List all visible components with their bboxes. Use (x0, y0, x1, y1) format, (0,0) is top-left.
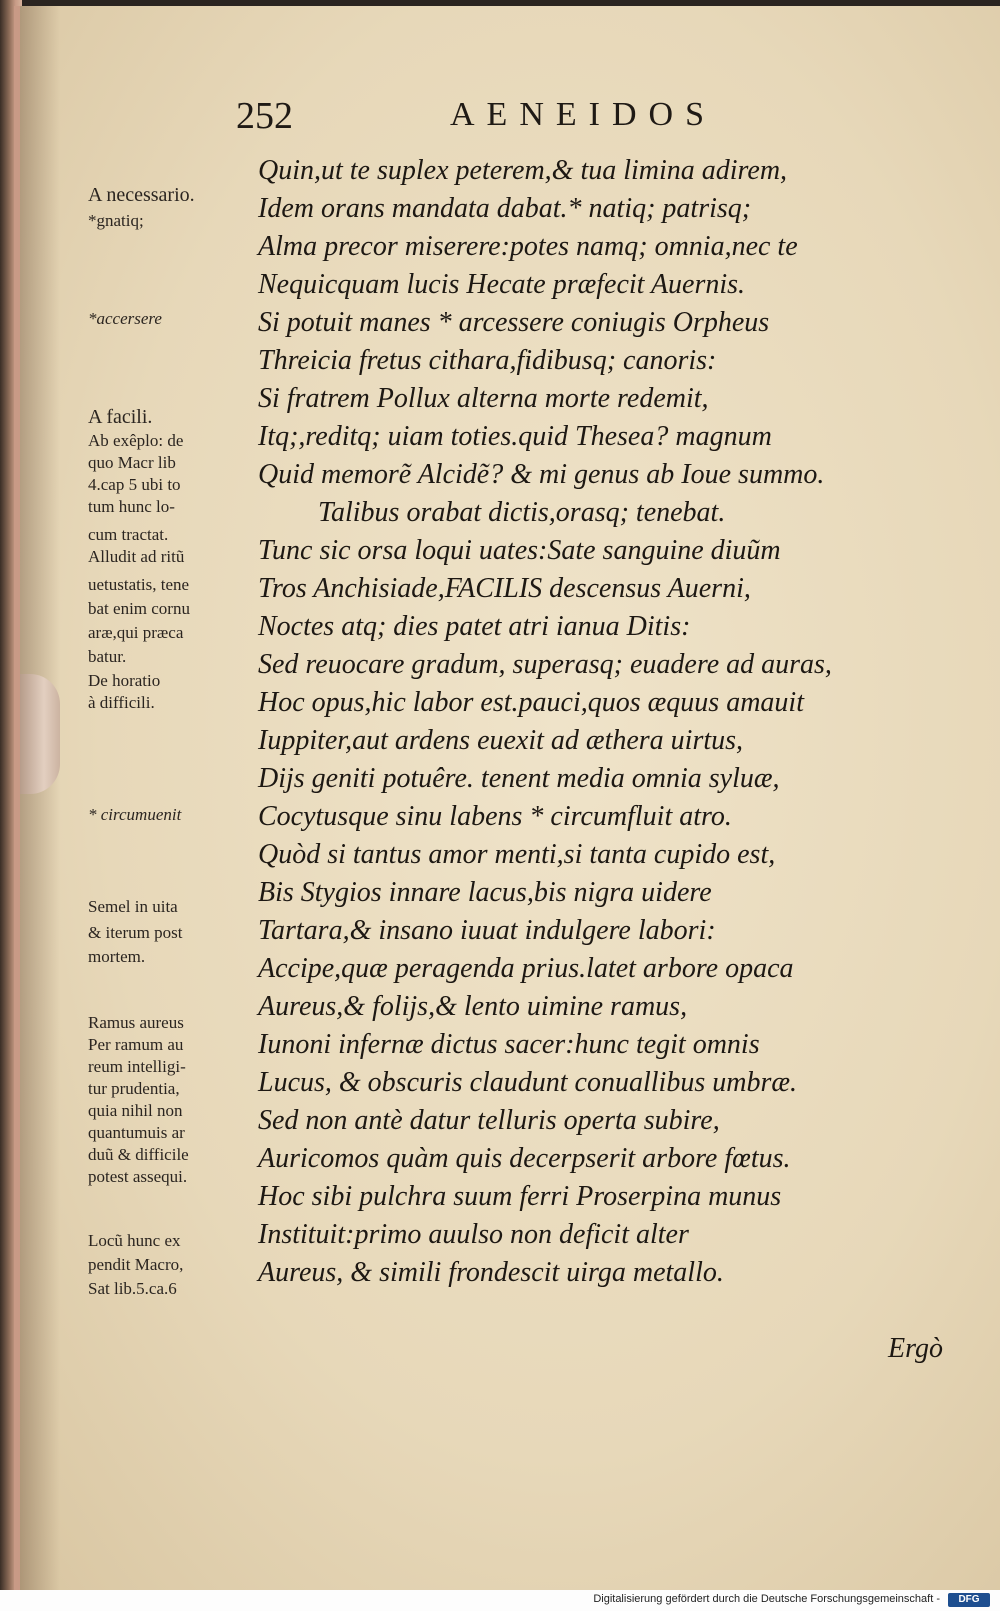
verse-line: Lucus, & obscuris claudunt conuallibus umbræ. (258, 1067, 798, 1098)
verse-line: Cocytusque sinu labens * circumfluit atro. (258, 801, 732, 832)
verse-line: Si fratrem Pollux alterna morte redemit, (258, 383, 709, 414)
verse-line: Instituit:primo auulso non deficit alter (258, 1219, 689, 1250)
verse-line: Bis Stygios innare lacus,bis nigra uidere (258, 877, 712, 908)
verse-line: Accipe,quæ peragenda prius.latet arbore opaca (258, 953, 794, 984)
margin-note: Per ramum au (88, 1035, 184, 1054)
margin-note: aræ,qui præca (88, 623, 184, 642)
margin-note: uetustatis, tene (88, 575, 190, 594)
margin-note: mortem. (88, 947, 146, 966)
margin-note: reum intelligi- (88, 1057, 186, 1076)
page-clip (20, 674, 60, 794)
margin-note: 4.cap 5 ubi to (88, 475, 181, 494)
verse-line: Quid memorẽ Alcidẽ? & mi genus ab Ioue summo. (258, 459, 825, 490)
verse-line: Alma precor miserere:potes namq; omnia,nec te (258, 231, 798, 262)
margin-note: cum tractat. (88, 525, 169, 544)
page-header (0, 94, 1000, 144)
margin-note: Ab exêplo: de (88, 431, 184, 450)
running-head: AENEIDOS (450, 96, 716, 133)
verse-line: Tros Anchisiade,FACILIS descensus Auerni, (258, 573, 751, 604)
margin-note: A necessario. (88, 184, 195, 206)
verse-line: Talibus orabat dictis,orasq; tenebat. (318, 497, 726, 528)
verse-line: Hoc sibi pulchra suum ferri Proserpina munus (258, 1181, 782, 1212)
verse-line: Nequicquam lucis Hecate præfecit Auernis. (258, 269, 746, 300)
margin-note: *accersere (88, 309, 162, 328)
verse-line: Aureus, & simili frondescit uirga metallo. (258, 1257, 724, 1288)
verse-line: Tunc sic orsa loqui uates:Sate sanguine diuũm (258, 535, 781, 566)
verse-line: Si potuit manes * arcessere coniugis Orpheus (258, 307, 770, 338)
verse-line: Iuppiter,aut ardens euexit ad æthera uirtus, (258, 725, 744, 756)
verse-line: Hoc opus,hic labor est.pauci,quos æquus amauit (258, 687, 804, 718)
page-number: 252 (236, 95, 293, 137)
margin-note: * circumuenit (88, 805, 182, 824)
verse-line: Quòd si tantus amor menti,si tanta cupido est, (258, 839, 776, 870)
margin-note: quia nihil non (88, 1101, 183, 1120)
verse-line: Idem orans mandata dabat.* natiq; patrisq; (258, 193, 752, 224)
verse-line: Iunoni infernæ dictus sacer:hunc tegit omnis (258, 1029, 760, 1060)
verse-line: Dijs geniti potuêre. tenent media omnia syluæ, (258, 763, 780, 794)
margin-note: à difficili. (88, 693, 155, 712)
margin-note: Locũ hunc ex (88, 1231, 181, 1250)
verse-line: Aureus,& folijs,& lento uimine ramus, (258, 991, 688, 1022)
margin-note: batur. (88, 647, 127, 666)
margin-note: Ramus aureus (88, 1013, 184, 1032)
margin-note: quo Macr lib (88, 453, 176, 472)
margin-note: duũ & difficile (88, 1145, 189, 1164)
margin-note: quantumuis ar (88, 1123, 185, 1142)
verse-line: Tartara,& insano iuuat indulgere labori: (258, 915, 716, 946)
margin-note: potest assequi. (88, 1167, 188, 1186)
gutter-shadow (20, 6, 60, 1590)
margin-note: pendit Macro, (88, 1255, 184, 1274)
margin-note: De horatio (88, 671, 161, 690)
footer-bar (0, 1590, 1000, 1611)
verse-line: Threicia fretus cithara,fidibusq; canoris: (258, 345, 717, 376)
verse-line: Auricomos quàm quis decerpserit arbore fœtus. (258, 1143, 791, 1174)
margin-note: Semel in uita (88, 897, 178, 916)
funding-credit: Digitalisierung gefördert durch die Deutsche Forschungsgemeinschaft - (593, 1593, 940, 1605)
verse-line: Quin,ut te suplex peterem,& tua limina adirem, (258, 155, 788, 186)
margin-note: tur prudentia, (88, 1079, 180, 1098)
verse-line: Sed reuocare gradum, superasq; euadere ad auras, (258, 649, 832, 680)
margin-note: Alludit ad ritũ (88, 547, 185, 566)
margin-note: Sat lib.5.ca.6 (88, 1279, 177, 1298)
margin-note: tum hunc lo- (88, 497, 175, 516)
verse-line: Itq;,reditq; uiam toties.quid Thesea? magnum (258, 421, 772, 452)
verse-line: Noctes atq; dies patet atri ianua Ditis: (258, 611, 691, 642)
catchword: Ergò (888, 1333, 943, 1364)
margin-note: A facili. (88, 406, 153, 428)
verse-line: Sed non antè datur telluris operta subire, (258, 1105, 720, 1136)
dfg-logo: DFG (948, 1593, 990, 1607)
margin-note: & iterum post (88, 923, 183, 942)
margin-note: bat enim cornu (88, 599, 190, 618)
margin-note: *gnatiq; (88, 211, 144, 230)
